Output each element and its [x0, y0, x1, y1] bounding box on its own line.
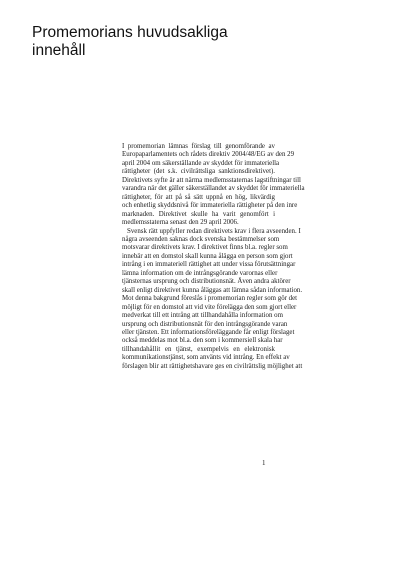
- text-line: april 2004 om säkerställande av skyddet för immateriella: [122, 159, 280, 167]
- paragraph-2: [122, 227, 303, 372]
- text-line: intrång i en immateriell rättighet att under vissa förutsättningar: [122, 261, 296, 269]
- text-line: innebär att en domstol skall kunna ålägga en person som gjort: [122, 252, 293, 260]
- text-line: skall enligt direktivet kunna åläggas att lämna sådan information.: [122, 286, 303, 294]
- text-line: kommunikationstjänst, som använts vid intrång. En effekt av: [122, 354, 290, 362]
- text-line: medlemsstaterna senast den 29 april 2006.: [122, 219, 239, 227]
- text-line: Mot denna bakgrund föreslås i promemorian regler som gör det: [122, 295, 298, 303]
- text-line: ursprung och distributionsnät för den intrångsgörande varan: [122, 320, 288, 328]
- text-line: också meddelas mot bl.a. den som i kommersiell skala har: [122, 337, 283, 345]
- text-line: tjänsternas ursprung och distributionsnät. Även andra aktörer: [122, 278, 291, 286]
- text-line: förslagen blir att rättighetshavare ges en civilrättslig möjlighet att: [122, 362, 303, 370]
- text-line: Svensk rätt uppfyller redan direktivets krav i flera avseenden. I: [127, 227, 301, 235]
- body-text: [122, 143, 305, 371]
- text-line: lämna information om de intrångsgörande varornas eller: [122, 269, 278, 277]
- text-line: rättigheter, för att på så sätt uppnå en hög, likvärdig: [122, 193, 275, 201]
- page-title-line-1: Promemorians huvudsakliga: [32, 24, 228, 41]
- text-line: några avseenden saknas dock svenska bestämmelser som: [122, 235, 280, 243]
- text-line: möjligt för en domstol att vid vite förelägga den som gjort eller: [122, 303, 297, 311]
- text-line: Europaparlamentets och rådets direktiv 2004/48/EG av den 29: [122, 151, 295, 159]
- page-title: [32, 24, 332, 60]
- text-line: och enhetlig skyddsnivå för immateriella rättigheter på den inre: [122, 202, 298, 210]
- text-line: marknaden. Direktivet skulle ha varit genomfört i: [122, 210, 275, 218]
- text-line: eller tjänsten. Ett informationsföreläggande får enligt förslaget: [122, 328, 295, 336]
- text-line: medverkat till ett intrång att tillhandahålla information om: [122, 312, 283, 320]
- text-line: motsvarar direktivets krav. I direktivet finns bl.a. regler som: [122, 244, 288, 252]
- paragraph-1: [122, 143, 305, 228]
- page-number: 1: [262, 459, 266, 467]
- text-line: tillhandahållit en tjänst, exempelvis en elektronisk: [122, 345, 275, 353]
- text-line: I promemorian lämnas förslag till genomförande av: [122, 143, 275, 150]
- text-line: Direktivets syfte är att närma medlemsstaternas lagstiftningar till: [122, 176, 301, 184]
- page-title-line-2: innehåll: [32, 42, 86, 59]
- text-line: varandra när det gäller säkerställandet av skyddet för immateriella: [122, 185, 305, 193]
- text-line: rättigheter (det s.k. civilrättsliga sanktionsdirektivet).: [122, 168, 275, 176]
